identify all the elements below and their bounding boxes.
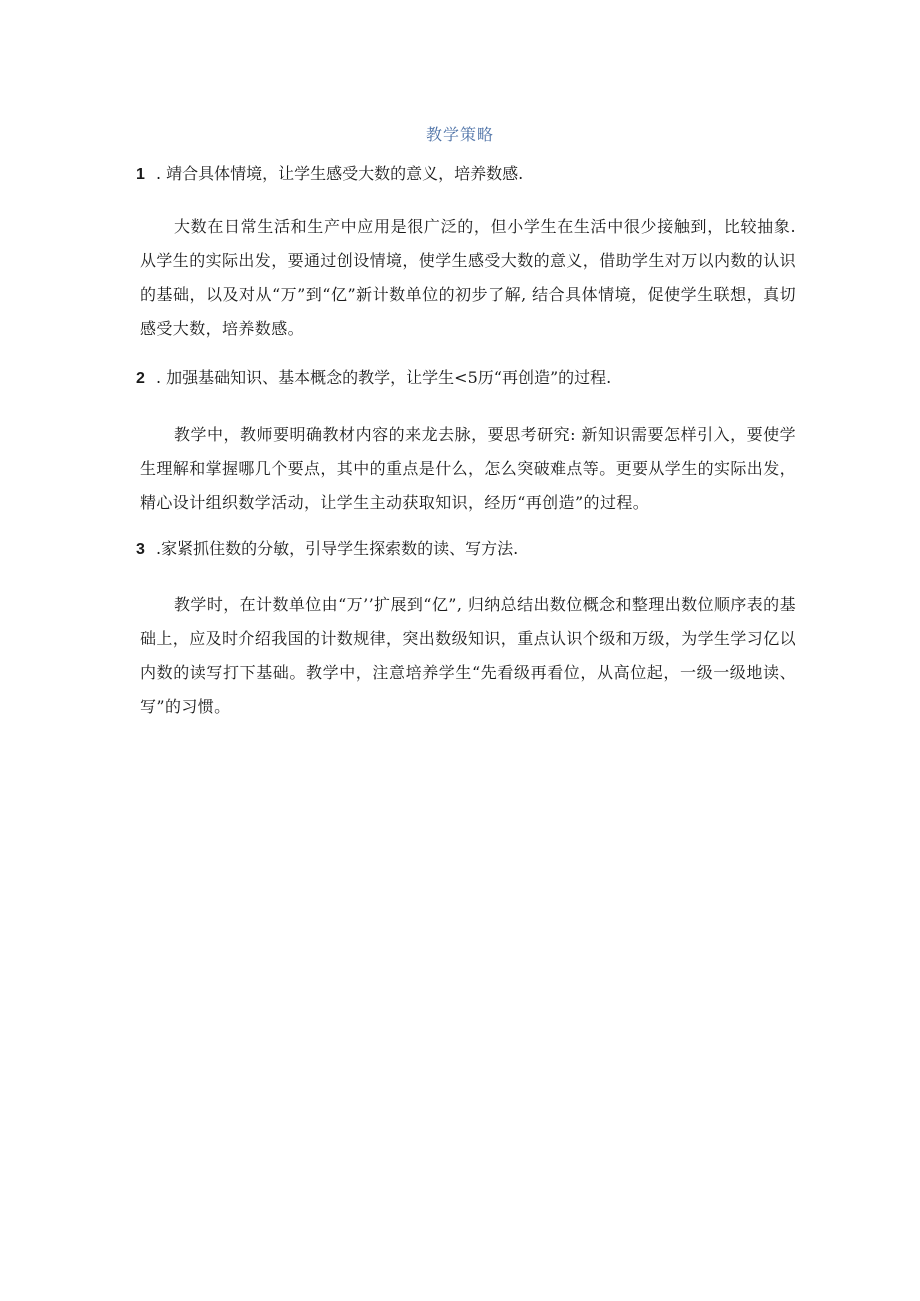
- document-title: 教学策略: [425, 125, 494, 144]
- section-1-heading-text: . 靖合具体情境，让学生感受大数的意义，培养数感.: [156, 164, 524, 183]
- section-3-heading: [136, 538, 518, 561]
- section-1-number: 1: [136, 166, 145, 183]
- section-2-number: 2: [136, 370, 145, 387]
- section-3-heading-text: .家紧抓住数的分敏，引导学生探索数的读、写方法.: [156, 539, 519, 558]
- section-1-paragraph: 大数在日常生活和生产中应用是很广泛的，但小学生在生活中很少接触到，比较抽象. 从学生的实际出发，要通过创设情境，使学生感受大数的意义，借助学生对万以内数的认识的基础，以及对从“万”到“亿”新计数单位的初步了解, 结合具体情境，促使学生联想，真切感受大数，培养数感。: [140, 217, 797, 338]
- section-3-number: 3: [136, 541, 145, 558]
- section-2-heading: [136, 367, 611, 390]
- section-2-paragraph: 教学中，教师要明确教材内容的来龙去脉，要思考研究: 新知识需要怎样引入，要使学生理解和掌握哪几个要点，其中的重点是什么，怎么突破难点等。更要从学生的实际出发，精心设计组织数学活动，让学生主动获取知识，经历“再创造”的过程。: [140, 425, 797, 512]
- section-3-paragraph: 教学时，在计数单位由“万’’扩展到“亿”, 归纳总结出数位概念和整理出数位顺序表的基础上，应及时介绍我国的计数规律，突出数级知识，重点认识个级和万级，为学生学习亿以内数的读写打下基础。教学中，注意培养学生“先看级再看位，从高位起，一级一级地读、写”的习惯。: [140, 595, 797, 716]
- section-1-heading: [136, 163, 523, 186]
- section-2-heading-text: . 加强基础知识、基本概念的教学，让学生<5历“再创造”的过程.: [156, 368, 612, 387]
